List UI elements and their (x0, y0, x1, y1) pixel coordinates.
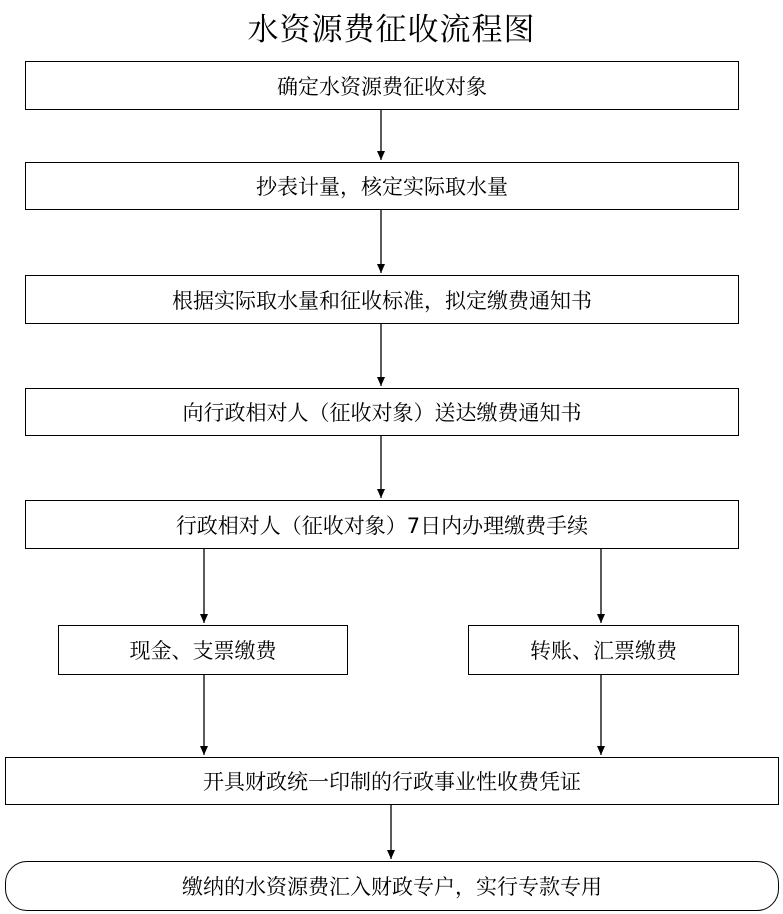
step-meter-reading: 抄表计量，核定实际取水量 (25, 162, 739, 210)
step-deliver-notice: 向行政相对人（征收对象）送达缴费通知书 (25, 388, 739, 436)
step-issue-receipt: 开具财政统一印制的行政事业性收费凭证 (5, 757, 779, 805)
step-draft-notice: 根据实际取水量和征收标准，拟定缴费通知书 (25, 275, 739, 324)
step-cash-check-payment: 现金、支票缴费 (58, 625, 348, 675)
diagram-title: 水资源费征收流程图 (247, 12, 536, 48)
step-payment-procedure: 行政相对人（征收对象）7日内办理缴费手续 (25, 500, 739, 549)
step-determine-target: 确定水资源费征收对象 (25, 61, 739, 110)
step-deposit-fiscal-account: 缴纳的水资源费汇入财政专户，实行专款专用 (5, 861, 779, 911)
step-transfer-draft-payment: 转账、汇票缴费 (468, 625, 739, 675)
